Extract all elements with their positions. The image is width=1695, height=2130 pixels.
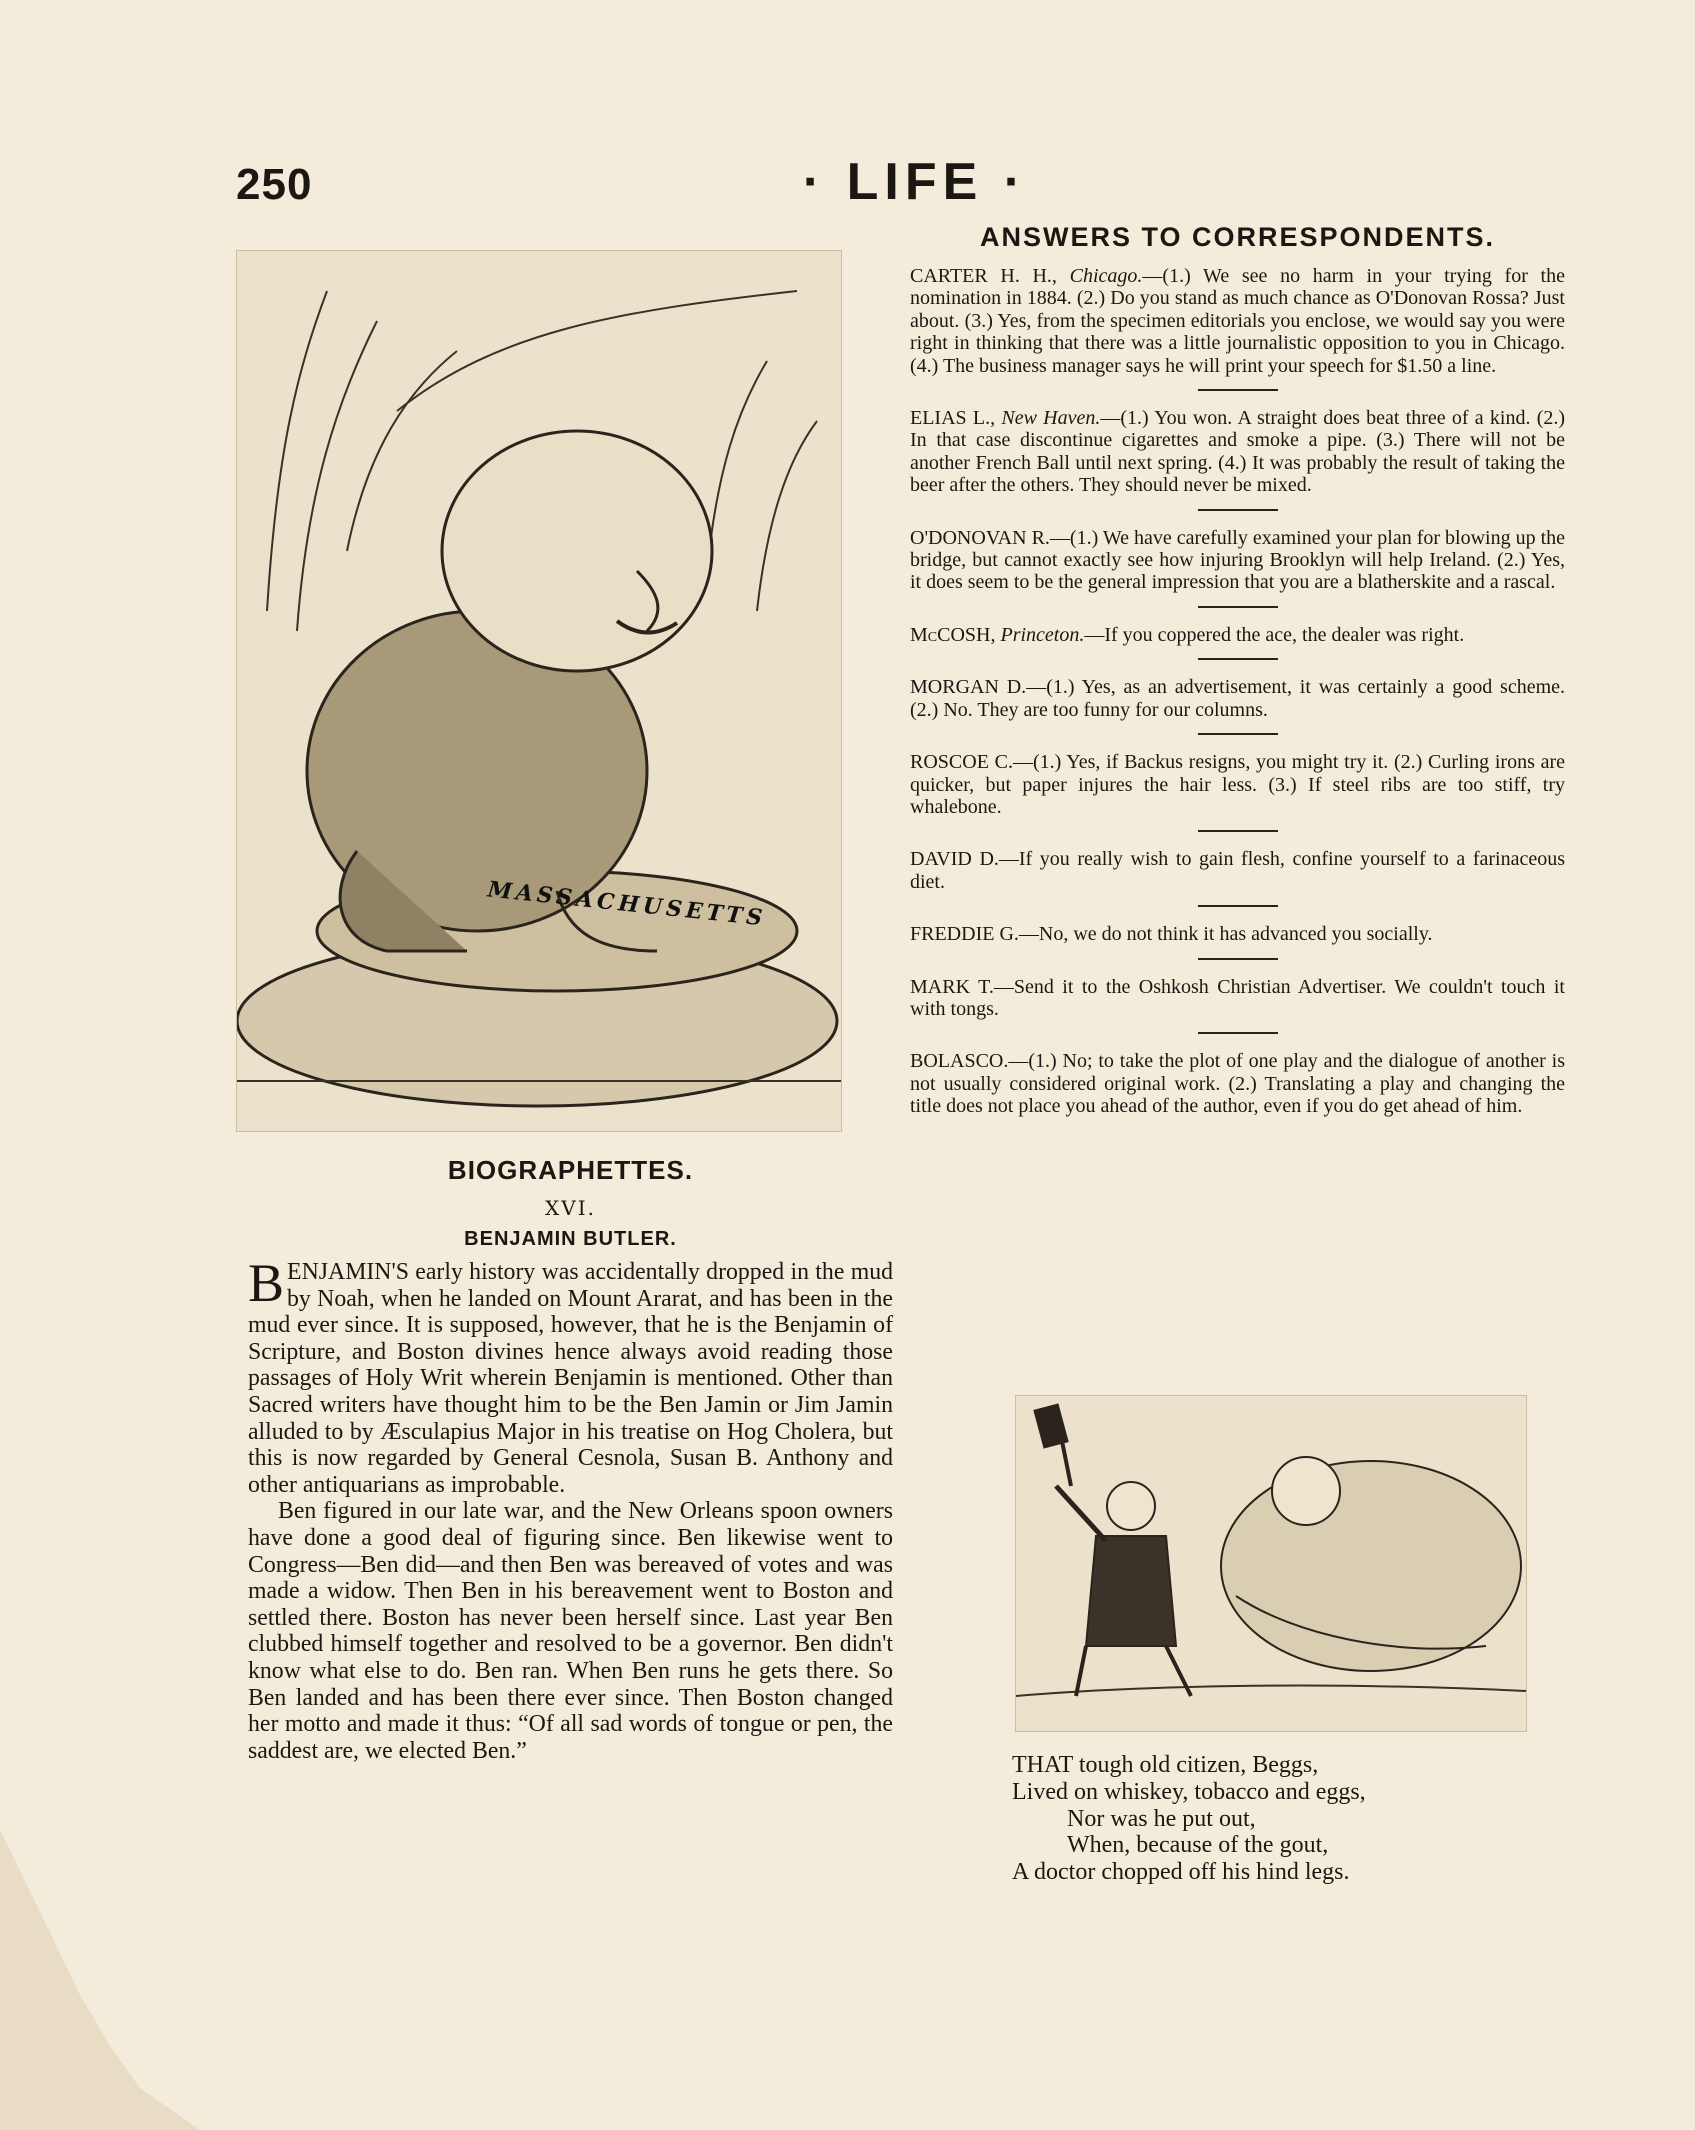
answer-mark: MARK T.—Send it to the Oshkosh Christian Advertiser. We couldn't touch it with tongs. [910, 975, 1565, 1020]
drop-cap: B [248, 1253, 285, 1313]
torn-corner [0, 1830, 200, 2130]
divider-rule [1198, 905, 1278, 907]
article-paragraph-1 [248, 1253, 893, 1498]
divider-rule [1198, 1032, 1278, 1034]
answer-david: DAVID D.—If you really wish to gain flesh, confine yourself to a farinaceous diet. [910, 848, 1565, 893]
biographettes-article [248, 1155, 893, 1764]
answer-roscoe: ROSCOE C.—(1.) Yes, if Backus resigns, you might try it. (2.) Curling irons are quicker, but paper injures the hair less. (3.) If steel ribs are too stiff, try whalebone. [910, 751, 1566, 818]
answer-carter: CARTER H. H., Chicago.—(1.) We see no harm in your trying for the nomination in 1884. (2.) Do you stand as much chance as O'Donovan Rossa? Just about. (3.) Yes, from the specimen editorials you enclose, we would say you were right in thinking that there was a little journalistic opposition to you in Chicago. (4.) The business manager says he will print your speech for $1.50 a line. [910, 265, 1565, 377]
divider-rule [1198, 658, 1278, 660]
answer-morgan: MORGAN D.—(1.) Yes, as an advertisement, it was certainly a good scheme. (2.) No. They are too funny for our columns. [910, 676, 1566, 721]
article-subject: BENJAMIN BUTLER. [464, 1228, 677, 1250]
article-title: BIOGRAPHETTES. [447, 1155, 694, 1185]
answer-elias: ELIAS L., New Haven.—(1.) You won. A straight does beat three of a kind. (2.) In that case discontinue cigarettes and smoke a pipe. (3.) There will not be another French Ball until next spring. (4.) It was probably the result of taking the beer after the others. They should never be mixed. [910, 407, 1566, 497]
answer-odonovan: O'DONOVAN R.—(1.) We have carefully examined your plan for blowing up the bridge, but cannot exactly see how injuring Brooklyn will help Ireland. (2.) Yes, it does seem to be the general impression that you are a blatherskite and a rascal. [910, 526, 1565, 594]
poem-line-2: Lived on whiskey, tobacco and eggs, [1012, 1778, 1366, 1805]
poem-line-3: Nor was he put out, [1067, 1805, 1256, 1832]
divider-rule [1198, 389, 1278, 391]
divider-rule [1198, 509, 1278, 511]
article-number: XVI. [545, 1196, 596, 1220]
poem-line-5: A doctor chopped off his hind legs. [1012, 1859, 1350, 1886]
state-label-on-stone: MASSACHUSETTS [486, 876, 768, 932]
answer-freddie: FREDDIE G.—No, we do not think it has advanced you socially. [910, 923, 1433, 946]
answer-bolasco: BOLASCO.—(1.) No; to take the plot of one play and the dialogue of another is not usually considered original work. (2.) Translating a play and changing the title does not place you ahead of the author, even if you do get ahead of him. [910, 1050, 1565, 1118]
page-number: 250 [236, 160, 313, 209]
article-paragraph-2: Ben figured in our late war, and the New Orleans spoon owners have done a good deal of figuring since. Ben likewise went to Congress—Ben did—and then Ben was bereaved of votes and was made a widow. Then Ben in his bereavement went to Boston and settled there. Boston has never been herself since. Last year Ben clubbed himself together and resolved to be a governor. Ben didn't know what else to do. Ben ran. When Ben runs he gets there. So Ben landed and has been there ever since. Then Boston changed her motto and made it thus: “Of all sad words of tongue or pen, the saddest are, we elected Ben.” [248, 1498, 893, 1764]
masthead-title: · LIFE · [802, 153, 1028, 211]
poem-line-1: THAT tough old citizen, Beggs, [1012, 1752, 1319, 1778]
doctor-and-patient-illustration [1015, 1395, 1527, 1732]
paragraph-1-text: ENJAMIN'S early history was accidentally dropped in the mud by Noah, when he landed on Mount Ararat, and has been in the mud ever since. It is supposed, however, that he is the Benjamin of Scripture, and Boston divines hence always avoid reading those passages of Holy Writ wherein Benjamin is mentioned. Other than Sacred writers have thought him to be the Ben Jamin or Jim Jamin alluded to by Æsculapius Major in his treatise on Hog Cholera, but this is now regarded by General Cesnola, Susan B. Anthony and other antiquarians as improbable. [248, 1259, 893, 1498]
divider-rule [1198, 733, 1278, 735]
divider-rule [1198, 606, 1278, 608]
answer-mccosh: McCOSH, Princeton.—If you coppered the ace, the dealer was right. [910, 623, 1465, 646]
limerick-poem [1012, 1752, 1366, 1886]
toad-caricature-illustration [236, 250, 842, 1132]
poem-line-4: When, because of the gout, [1067, 1832, 1329, 1859]
divider-rule [1198, 958, 1278, 960]
divider-rule [1198, 830, 1278, 832]
answers-title: ANSWERS TO CORRESPONDENTS. [979, 222, 1496, 252]
answers-section [910, 222, 1565, 1118]
